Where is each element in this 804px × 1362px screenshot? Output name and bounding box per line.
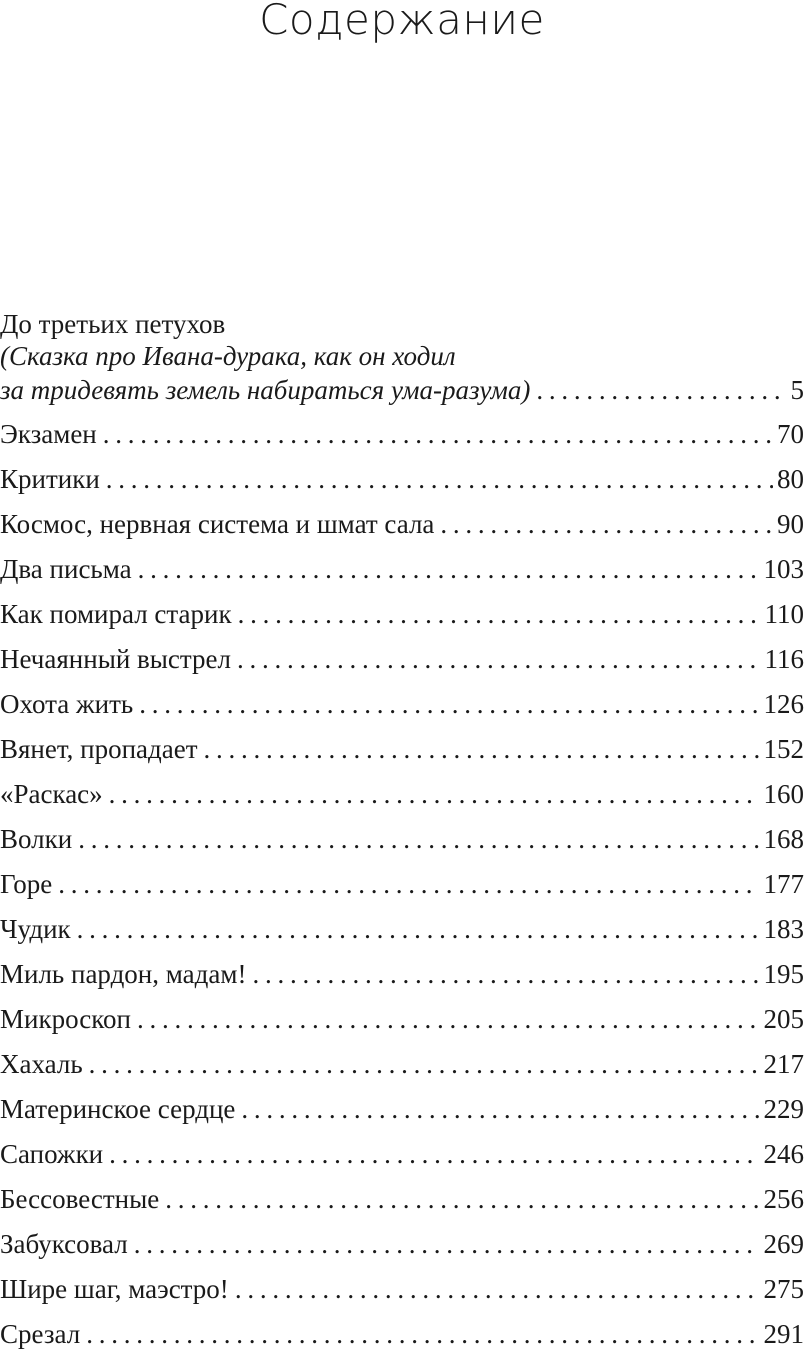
dot-leader bbox=[440, 502, 773, 547]
toc-entry bbox=[0, 1177, 804, 1222]
toc-entry-title: Вянет, пропадает bbox=[0, 734, 198, 764]
toc-entry bbox=[0, 1222, 804, 1267]
toc-entry bbox=[0, 457, 804, 502]
toc-page-number: 126 bbox=[763, 689, 804, 719]
toc-entry-title: До третьих петухов bbox=[0, 309, 226, 339]
toc-page-number: 217 bbox=[763, 1049, 804, 1079]
dot-leader bbox=[237, 637, 761, 682]
toc-entry-title: Охота жить bbox=[0, 689, 134, 719]
toc-page-number: 5 bbox=[790, 375, 804, 405]
toc-entry-title: Космос, нервная система и шмат сала bbox=[0, 509, 435, 539]
toc-entry-title: Сапожки bbox=[0, 1139, 104, 1169]
toc-entry-title: Волки bbox=[0, 824, 73, 854]
dot-leader bbox=[137, 997, 760, 1042]
toc-entry bbox=[0, 1087, 804, 1132]
dot-leader bbox=[252, 952, 759, 997]
toc-page-number: 275 bbox=[763, 1274, 804, 1304]
toc-entry bbox=[0, 1267, 804, 1312]
dot-leader bbox=[138, 547, 760, 592]
toc-page-number: 256 bbox=[763, 1184, 804, 1214]
dot-leader bbox=[89, 1042, 760, 1087]
toc-entry bbox=[0, 952, 804, 997]
dot-leader bbox=[536, 372, 786, 408]
dot-leader bbox=[241, 1087, 759, 1132]
toc-entry-title: Бессовестные bbox=[0, 1184, 160, 1214]
dot-leader bbox=[134, 1222, 760, 1267]
toc-entry bbox=[0, 592, 804, 637]
toc-entries-list bbox=[0, 412, 804, 1357]
dot-leader bbox=[106, 457, 773, 502]
toc-entry-subtitle-continued: за тридевять земель набираться ума-разума) bbox=[0, 375, 531, 405]
toc-entry-title: Горе bbox=[0, 869, 53, 899]
toc-entry-title: Миль пардон, мадам! bbox=[0, 959, 247, 989]
toc-entry bbox=[0, 907, 804, 952]
toc-page-number: 110 bbox=[764, 599, 804, 629]
toc-entry-subtitle-row bbox=[0, 372, 804, 408]
page-title: Содержание bbox=[259, 0, 545, 44]
dot-leader bbox=[77, 907, 760, 952]
toc-entry-title: «Раскас» bbox=[0, 779, 103, 809]
toc-page-number: 183 bbox=[763, 914, 804, 944]
toc-entry-title: Микроскоп bbox=[0, 1004, 131, 1034]
toc-entry bbox=[0, 412, 804, 457]
toc-entry-first bbox=[0, 308, 804, 408]
toc-entry-title: Хахаль bbox=[0, 1049, 83, 1079]
dot-leader bbox=[139, 682, 759, 727]
toc-page-number: 160 bbox=[763, 779, 804, 809]
toc-entry bbox=[0, 862, 804, 907]
toc-entry-title: Два письма bbox=[0, 554, 132, 584]
toc-entry bbox=[0, 997, 804, 1042]
toc-page-number: 168 bbox=[763, 824, 804, 854]
toc-entry bbox=[0, 727, 804, 772]
toc-page-number: 195 bbox=[763, 959, 804, 989]
dot-leader bbox=[58, 862, 759, 907]
toc-entry bbox=[0, 817, 804, 862]
toc-page-number: 177 bbox=[763, 869, 804, 899]
toc-entry-title: Материнское сердце bbox=[0, 1094, 236, 1124]
toc-entry bbox=[0, 547, 804, 592]
table-of-contents bbox=[0, 308, 804, 1357]
toc-entry bbox=[0, 1042, 804, 1087]
toc-entry-title: Нечаянный выстрел bbox=[0, 644, 231, 674]
toc-page-number: 152 bbox=[763, 734, 804, 764]
dot-leader bbox=[235, 1267, 760, 1312]
toc-entry-title: Шире шаг, маэстро! bbox=[0, 1274, 229, 1304]
toc-entry bbox=[0, 502, 804, 547]
toc-entry bbox=[0, 682, 804, 727]
toc-entry-title: Забуксовал bbox=[0, 1229, 128, 1259]
dot-leader bbox=[109, 1132, 759, 1177]
toc-page-number: 116 bbox=[764, 644, 804, 674]
dot-leader bbox=[109, 772, 760, 817]
dot-leader bbox=[204, 727, 760, 772]
toc-page-number: 291 bbox=[763, 1319, 804, 1349]
toc-page-number: 205 bbox=[763, 1004, 804, 1034]
toc-entry bbox=[0, 1312, 804, 1357]
toc-entry-title: Критики bbox=[0, 464, 100, 494]
toc-page-number: 229 bbox=[763, 1094, 804, 1124]
toc-page-number: 70 bbox=[777, 419, 804, 449]
toc-entry-title: Как помирал старик bbox=[0, 599, 232, 629]
toc-entry-subtitle: (Сказка про Ивана-дурака, как он ходил bbox=[0, 341, 456, 371]
dot-leader bbox=[78, 817, 759, 862]
toc-page-number: 103 bbox=[763, 554, 804, 584]
toc-page-number: 80 bbox=[777, 464, 804, 494]
toc-page-number: 90 bbox=[777, 509, 804, 539]
toc-entry-title: Экзамен bbox=[0, 419, 97, 449]
toc-entry-title: Срезал bbox=[0, 1319, 81, 1349]
toc-page-number: 246 bbox=[763, 1139, 804, 1169]
dot-leader bbox=[86, 1312, 759, 1357]
toc-entry-title: Чудик bbox=[0, 914, 71, 944]
toc-entry bbox=[0, 772, 804, 817]
dot-leader bbox=[165, 1177, 759, 1222]
dot-leader bbox=[103, 412, 773, 457]
toc-entry bbox=[0, 1132, 804, 1177]
toc-entry bbox=[0, 637, 804, 682]
toc-page-number: 269 bbox=[763, 1229, 804, 1259]
dot-leader bbox=[238, 592, 761, 637]
